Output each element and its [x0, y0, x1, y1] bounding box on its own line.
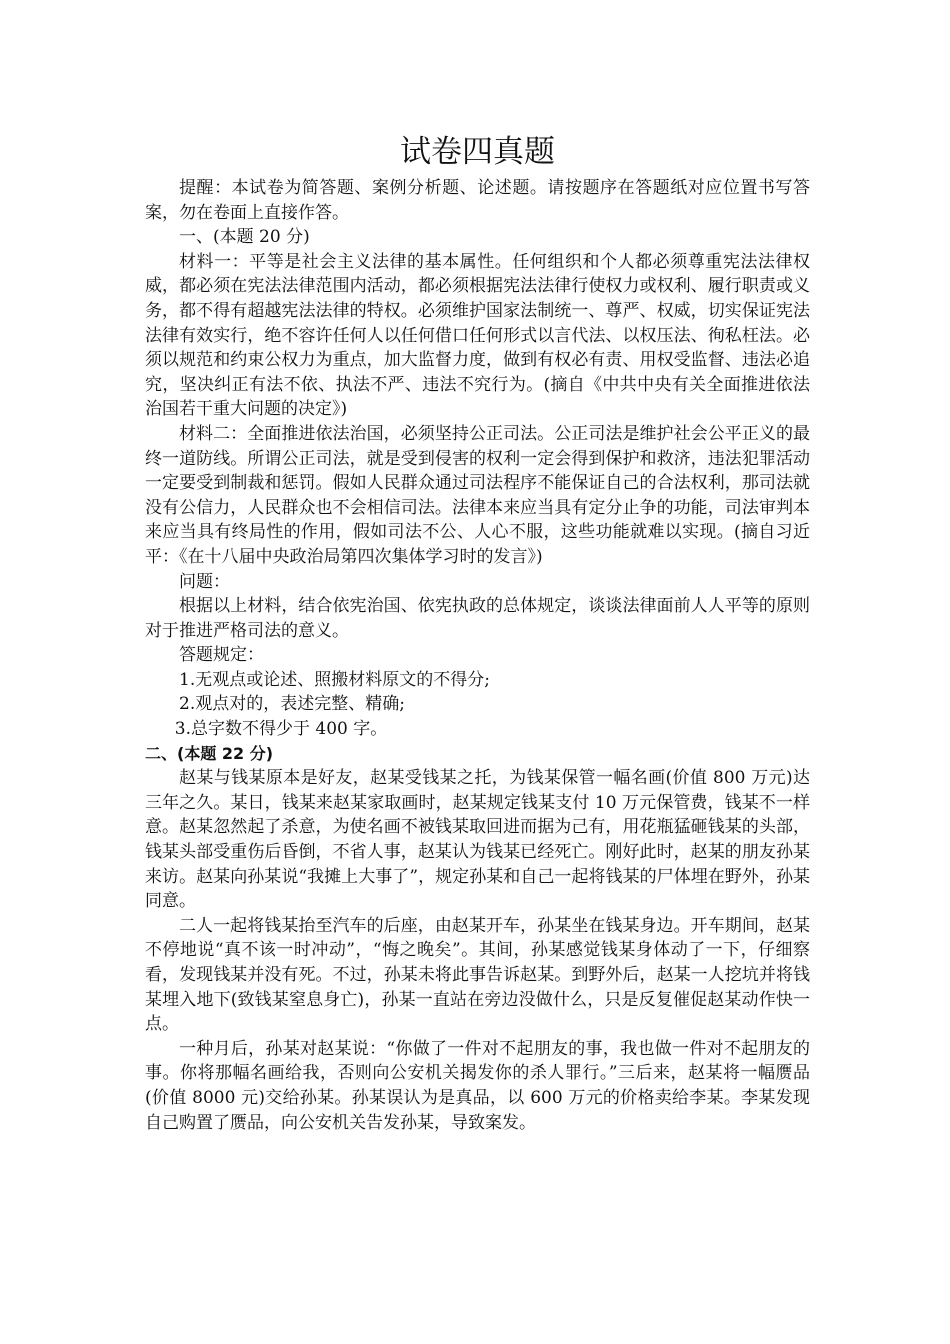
case-paragraph-2: 二人一起将钱某抬至汽车的后座，由赵某开车，孙某坐在钱某身边。开车期间，赵某不停地说“真不该一时冲动”，“悔之晚矣”。其间，孙某感觉钱某身体动了一下，仔细察看，发现钱某并没有死。不过，孙某未将此事告诉赵某。到野外后，赵某一人挖坑并将钱某埋入地下(致钱某窒息身亡)，孙某一直站在旁边没做什么，只是反复催促赵某动作快一点。 [145, 915, 810, 1035]
question-label: 问题： [179, 571, 230, 592]
rule-3: 3.总字数不得少于 400 字。 [174, 719, 388, 740]
exam-notice: 提醒：本试卷为简答题、案例分析题、论述题。请按题序在答题纸对应位置书写答案，勿在卷面上直接作答。 [145, 178, 810, 223]
material-2: 材料二：全面推进依法治国，必须坚持公正司法。公正司法是维护社会公平正义的最终一道防线。所谓公正司法，就是受到侵害的权利一定会得到保护和救济，违法犯罪活动一定要受到制裁和惩罚。假如人民群众通过司法程序不能保证自己的合法权利，那司法就没有公信力，人民群众也不会相信司法。法律本来应当具有定分止争的功能，司法审判本来应当具有终局性的作用，假如司法不公、人心不服，这些功能就难以实现。(摘自习近平：《在十八届中央政治局第四次集体学习时的发言》) [145, 423, 810, 567]
question-1-heading: 一、(本题 20 分) [179, 227, 310, 248]
page-title: 试卷四真题 [400, 134, 555, 170]
rules-label: 答题规定： [179, 645, 264, 666]
question-text: 根据以上材料，结合依宪治国、依宪执政的总体规定，谈谈法律面前人人平等的原则对于推进严格司法的意义。 [145, 596, 810, 641]
rule-2: 2.观点对的，表述完整、精确; [179, 694, 405, 715]
exam-page [145, 128, 810, 1135]
question-2-heading: 二、(本题 22 分) [145, 743, 274, 763]
case-paragraph-1: 赵某与钱某原本是好友，赵某受钱某之托，为钱某保管一幅名画(价值 800 万元)达三年之久。某日，钱某来赵某家取画时，赵某规定钱某支付 10 万元保管费，钱某不一样意。赵某忽然起了杀意，为使名画不被钱某取回进而据为己有，用花瓶猛砸钱某的头部，钱某头部受重伤后昏倒，不省人事，赵某认为钱某已经死亡。刚好此时，赵某的朋友孙某来访。赵某向孙某说“我摊上大事了”，规定孙某和自己一起将钱某的尸体埋在野外，孙某同意。 [145, 768, 810, 912]
material-1: 材料一：平等是社会主义法律的基本属性。任何组织和个人都必须尊重宪法法律权威，都必须在宪法法律范围内活动，都必须根据宪法法律行使权力或权利、履行职责或义务，都不得有超越宪法法律的特权。必须维护国家法制统一、尊严、权威，切实保证宪法法律有效实行，绝不容许任何人以任何借口任何形式以言代法、以权压法、徇私枉法。必须以规范和约束公权力为重点，加大监督力度，做到有权必有责、用权受监督、违法必追究，坚决纠正有法不依、执法不严、违法不究行为。(摘自《中共中央有关全面推进依法治国若干重大问题的决定》) [145, 251, 810, 420]
rule-1: 1.无观点或论述、照搬材料原文的不得分; [179, 669, 490, 690]
case-paragraph-3: 一种月后，孙某对赵某说：“你做了一件对不起朋友的事，我也做一件对不起朋友的事。你将那幅名画给我，否则向公安机关揭发你的杀人罪行。”三后来，赵某将一幅赝品(价值 8000 元)交给孙某。孙某误认为是真品，以 600 万元的价格卖给李某。李某发现自己购置了赝品，向公安机关告发孙某，导致案发。 [145, 1038, 810, 1133]
